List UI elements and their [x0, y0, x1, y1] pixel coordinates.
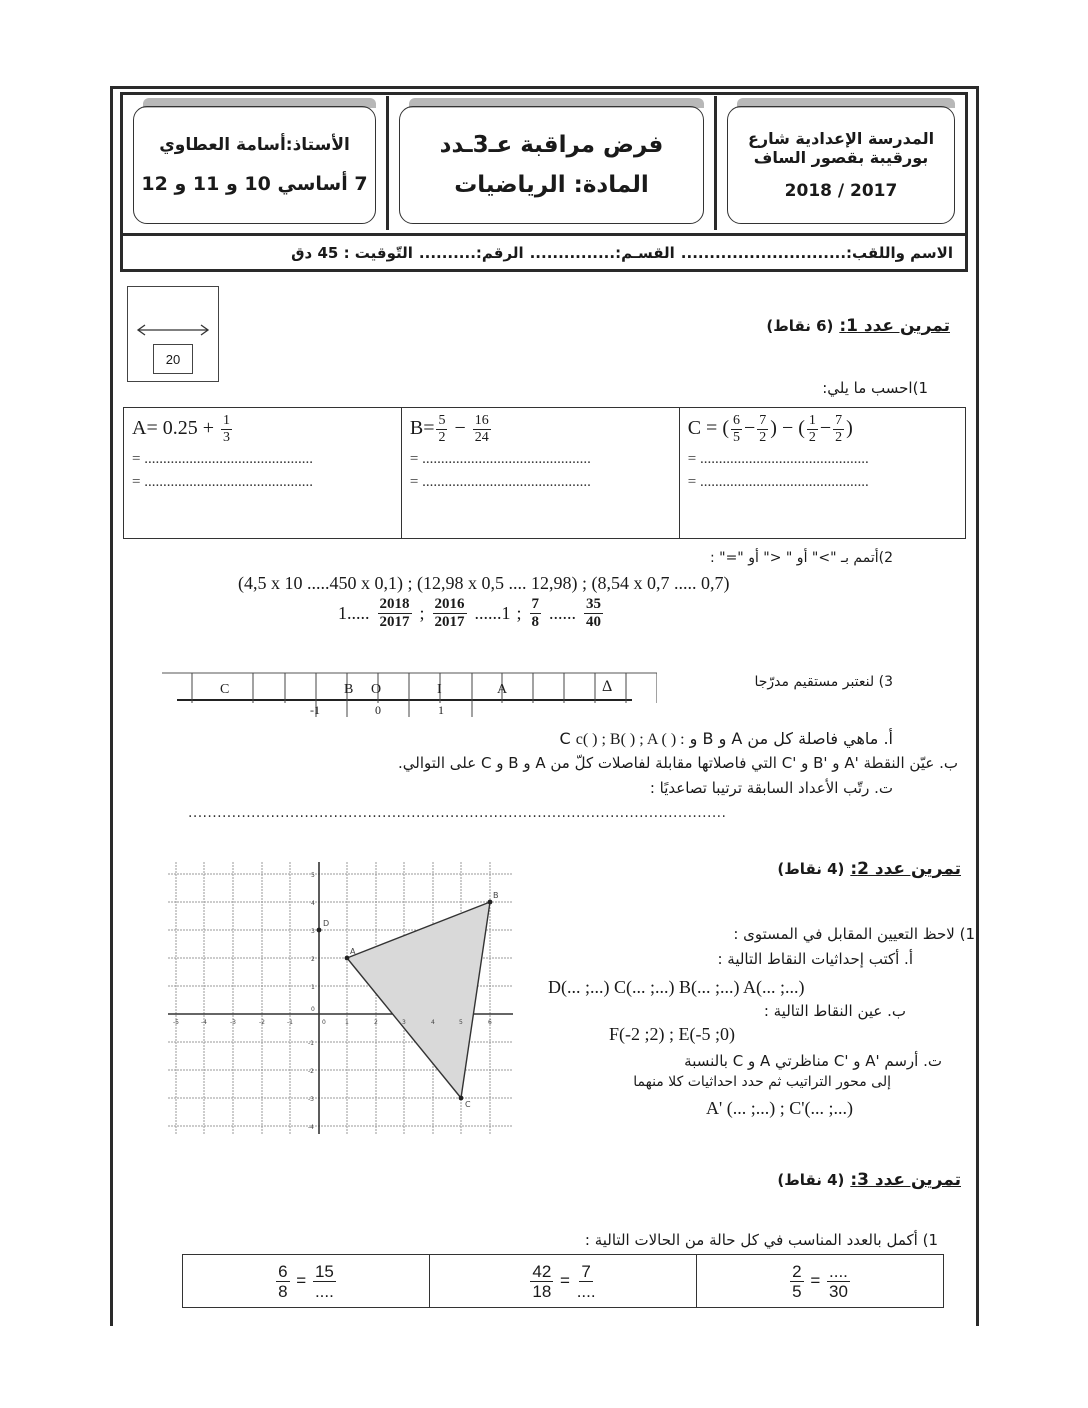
expr-a-prefix: A= 0.25 +: [132, 417, 215, 440]
ex2-t-label2: إلى محور التراتيب ثم حدد احداثيات كلا منهما: [633, 1074, 891, 1090]
number-line-diagram: [162, 669, 657, 717]
exam-title: فرض مراقبة عـ3ـدد: [439, 132, 664, 158]
teacher-name: الأستاذ:أسامة العطاوي: [159, 135, 350, 155]
svg-text:1: 1: [438, 703, 444, 717]
frac-num: 16: [474, 413, 489, 428]
svg-text:2: 2: [374, 1019, 378, 1026]
svg-text:A: A: [497, 682, 508, 697]
svg-text:-1: -1: [310, 703, 320, 717]
exercise1-points: (6 نقاط): [766, 317, 834, 335]
school-year: 2018 / 2017: [784, 181, 898, 201]
exercise1-heading: تمرين عدد 1:: [839, 316, 950, 336]
compare-blank[interactable]: ......1: [474, 603, 511, 623]
ex1-q3-b: ب. عيّن النقطة 'A و 'B و 'C التي فاصلاتها مقابلة لفاصلات كلّ من A و B و C على التوالي.: [398, 754, 958, 772]
svg-text:-4: -4: [201, 1019, 207, 1026]
svg-text:-1: -1: [287, 1019, 293, 1026]
exercise2-heading: تمرين عدد 2:: [850, 859, 961, 879]
minus-op: −: [454, 417, 466, 440]
ex1-q2-label: 2)أتمم بـ ">" أو " <" أو "=" :: [709, 550, 893, 566]
ex3-q1: 1) أكمل بالعدد المناسب في كل حالة من الحالات التالية :: [584, 1231, 938, 1249]
fraction-cell: $\frac{6}{8}$ = $\frac{15}{....}$: [183, 1255, 430, 1308]
exercise3-title: [777, 1170, 961, 1190]
calc-cell-a: [124, 408, 402, 539]
compare-blank[interactable]: ......: [549, 603, 577, 623]
svg-text:C: C: [465, 1100, 471, 1109]
fraction-blank[interactable]: ....: [576, 1281, 596, 1301]
exercise2-points: (4 نقاط): [777, 860, 845, 878]
answer-line[interactable]: = .............................................: [132, 474, 313, 490]
q3-a-answers[interactable]: c( ) ; B( ) ; A ( ) :: [575, 731, 685, 748]
frac-den: 2: [438, 430, 446, 445]
student-name-field[interactable]: الاسم واللقب:.............................: [680, 243, 953, 262]
calc-cell-b: [401, 408, 679, 539]
point-c-label: C: [220, 682, 230, 697]
compare-blank[interactable]: 1.....: [338, 603, 370, 623]
answer-line[interactable]: = .............................................: [132, 451, 313, 467]
exercise3-points: (4 نقاط): [777, 1171, 845, 1189]
ex1-q1-label: 1)احسب ما يلي:: [822, 379, 928, 397]
svg-text:Δ: Δ: [602, 678, 613, 695]
svg-text:-4: -4: [308, 1124, 314, 1131]
exam-duration: التّوقيت : 45 دق: [291, 243, 413, 262]
svg-text:4: 4: [311, 900, 315, 907]
coordinate-grid: [168, 862, 513, 1134]
svg-text:B: B: [493, 891, 499, 900]
page-border-top: [110, 86, 979, 89]
ex2-b-points: F(-2 ;2) ; E(-5 ;0): [609, 1024, 735, 1044]
svg-text:-2: -2: [308, 1068, 314, 1075]
svg-text:5: 5: [459, 1019, 463, 1026]
double-arrow-icon: [136, 323, 210, 337]
frac-num: 1: [223, 413, 231, 428]
svg-text:2: 2: [311, 956, 315, 963]
student-info-row: [123, 233, 965, 269]
ex1-q2-line2: 1..... $\frac{2018}{2017}$ ; $\frac{2016}{2017}$ ......1 ; $\frac{7}{8}$ ...... $\frac{35}{40}$: [338, 596, 602, 630]
ex2-t-points[interactable]: A' (... ;...) ; C'(... ;...): [706, 1098, 853, 1118]
exercise2-title: [777, 859, 961, 879]
triangle-abc: [347, 902, 490, 1098]
expr-c-prefix: C = (: [687, 417, 729, 440]
student-section-field[interactable]: القسـم:...............: [529, 243, 675, 262]
svg-text:-3: -3: [230, 1019, 236, 1026]
svg-text:4: 4: [431, 1019, 435, 1026]
teacher-classes: 7 أساسي 10 و 11 و 12: [141, 173, 368, 195]
exam-subject: المادة: الرياضيات: [454, 172, 649, 198]
ex1-q3-a: [559, 729, 893, 749]
student-number-field[interactable]: الرقم:..........: [418, 243, 524, 262]
school-line1: المدرسة الإعدادية شارع: [747, 129, 935, 148]
school-box: [717, 96, 965, 230]
frac-den: 24: [474, 430, 489, 445]
calc-cell-c: C = ( $\frac{6}{5}$ − $\frac{7}{2}$ ) − ( $\frac{1}{2}$ − $\frac{7}{2}$ ) = ............................................. = .............................................: [679, 408, 965, 539]
svg-text:6: 6: [488, 1019, 492, 1026]
frac-num: 5: [438, 413, 446, 428]
ex2-q1: 1) لاحظ التعيين المقابل في المستوى :: [733, 925, 975, 943]
svg-text:I: I: [437, 682, 442, 697]
fraction-cell: $\frac{42}{18}$ = $\frac{7}{....}$: [429, 1255, 696, 1308]
exercise1-title: [766, 316, 950, 336]
ex1-q3-label: 3) لنعتبر مستقيم مدرّجا: [754, 674, 893, 690]
answer-line[interactable]: = .............................................: [409, 451, 591, 467]
score-box: [127, 286, 219, 382]
svg-text:-1: -1: [308, 1040, 314, 1047]
answer-line[interactable]: = .............................................: [687, 451, 869, 467]
fraction-blank[interactable]: ....: [314, 1281, 334, 1301]
fraction-blank[interactable]: ....: [829, 1261, 848, 1281]
answer-line[interactable]: = .............................................: [687, 474, 869, 490]
teacher-box: [123, 96, 389, 230]
svg-text:-5: -5: [173, 1019, 179, 1026]
svg-text:A: A: [350, 947, 356, 956]
svg-text:O: O: [371, 682, 382, 697]
expr-b-prefix: B=: [409, 417, 435, 440]
svg-text:1: 1: [311, 984, 315, 991]
ex2-b-label: ب. عين النقاط التالية :: [763, 1002, 906, 1020]
fraction-cell: $\frac{2}{5}$ = $\frac{....}{30}$: [697, 1255, 944, 1308]
page-border-left: [110, 86, 113, 1326]
exam-title-box: [389, 96, 717, 230]
q3-a-text: أ. ماهي فاصلة كل من A و B و C: [559, 729, 893, 748]
svg-text:D: D: [323, 919, 330, 928]
svg-text:5: 5: [311, 872, 315, 879]
svg-text:0: 0: [322, 1019, 326, 1026]
page-border-right: [976, 86, 979, 1326]
svg-text:3: 3: [311, 928, 315, 935]
svg-text:0: 0: [375, 703, 381, 717]
svg-text:0: 0: [311, 1006, 315, 1013]
exercise3-heading: تمرين عدد 3:: [850, 1170, 961, 1190]
svg-text:3: 3: [402, 1019, 406, 1026]
answer-line[interactable]: = .............................................: [409, 474, 591, 490]
ex3-fraction-table: [182, 1254, 944, 1308]
score-total[interactable]: 20: [153, 344, 193, 374]
svg-text:-3: -3: [308, 1096, 314, 1103]
ex2-a-label: أ. أكتب إحداثيات النقاط التالية :: [717, 950, 913, 968]
frac-den: 3: [223, 430, 231, 445]
ex1-q2-line1: (4,5 x 10 .....450 x 0,1) ; (12,98 x 0,5 .... 12,98) ; (8,54 x 0,7 ..... 0,7): [238, 573, 730, 593]
svg-text:B: B: [344, 682, 354, 697]
school-line2: بورقيبة بقصور الساف: [753, 148, 929, 167]
ex1-q3-t: ت. رتّب الأعداد السابقة ترتيبا تصاعديًا :: [649, 779, 893, 797]
svg-text:-2: -2: [259, 1019, 265, 1026]
svg-text:1: 1: [345, 1019, 349, 1026]
answer-dotted-line[interactable]: ...............................................................................................................: [188, 805, 727, 821]
ex2-a-points[interactable]: D(... ;...) C(... ;...) B(... ;...) A(... ;...): [548, 977, 805, 997]
ex1-calc-table: [123, 407, 966, 539]
ex2-t-label1: ت. أرسم 'A و 'C مناظرتي A و C بالنسبة: [684, 1052, 942, 1070]
